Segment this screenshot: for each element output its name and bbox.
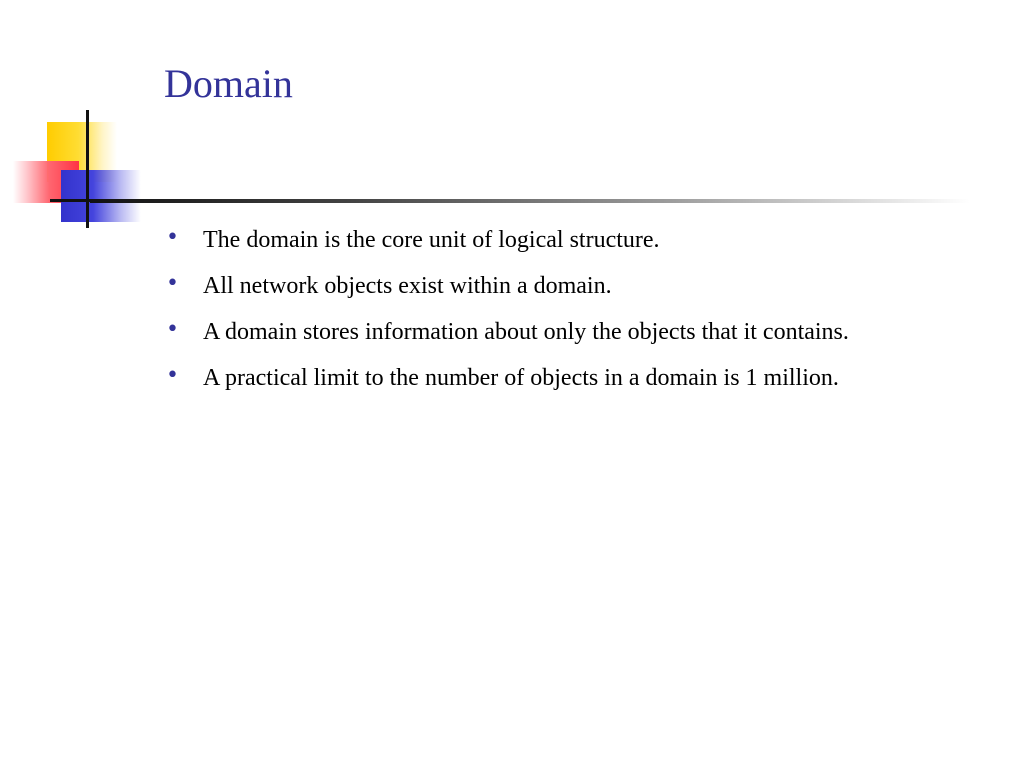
title-underline-rule: [90, 199, 970, 203]
slide-decoration-logo: [0, 100, 160, 240]
bullet-item: [164, 268, 884, 304]
bullet-icon: •: [166, 225, 179, 250]
bullet-item: [164, 222, 884, 258]
deco-blue-square: [61, 170, 141, 222]
bullet-icon: •: [166, 317, 179, 342]
bullet-icon: •: [166, 363, 179, 388]
bullet-text: The domain is the core unit of logical structure.: [203, 227, 660, 253]
bullet-list: [164, 222, 884, 406]
bullet-icon: •: [166, 271, 179, 296]
bullet-text: A practical limit to the number of objects in a domain is 1 million.: [203, 365, 839, 391]
bullet-text: A domain stores information about only the objects that it contains.: [203, 319, 849, 345]
bullet-item: [164, 314, 884, 350]
slide-title: Domain: [164, 61, 293, 106]
bullet-item: [164, 360, 884, 396]
bullet-text: All network objects exist within a domain.: [203, 273, 612, 299]
deco-vertical-line: [86, 110, 89, 228]
